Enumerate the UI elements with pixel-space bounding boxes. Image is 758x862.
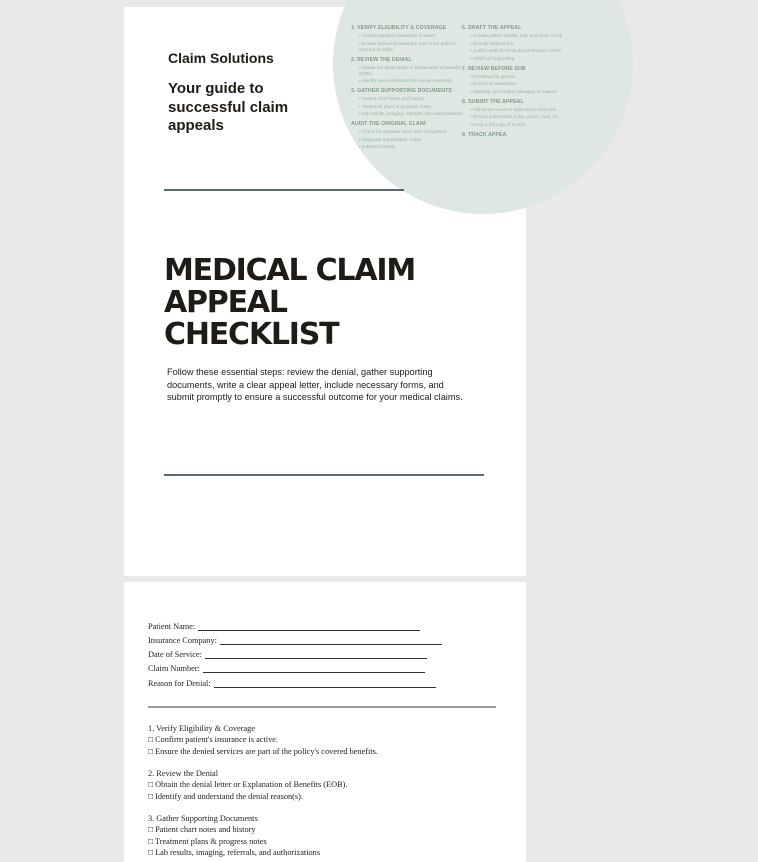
form-field: [148, 650, 427, 659]
field-label: Insurance Company:: [148, 636, 217, 645]
preview-item: • Confirm patient's insurance is active: [359, 33, 463, 39]
preview-heading: 8. SUBMIT THE APPEAL: [462, 98, 524, 105]
form-field: [148, 679, 436, 688]
section-heading: 2. Review the Denial: [148, 769, 219, 778]
preview-column-right: [462, 21, 572, 140]
title-line: APPEAL: [164, 285, 287, 320]
field-blank-line[interactable]: [203, 664, 425, 673]
preview-item: • Ensure all attachmen: [470, 81, 572, 87]
field-blank-line[interactable]: [214, 679, 436, 688]
preview-heading: AUDIT THE ORIGINAL CLAIM: [351, 121, 426, 127]
checklist-item[interactable]: □ Patient chart notes and history: [148, 825, 256, 835]
field-label: Claim Number:: [148, 664, 200, 673]
preview-heading: 2. REVIEW THE DENIAL: [351, 56, 412, 63]
preview-heading: 6. DRAFT THE APPEAL: [462, 25, 522, 31]
title-line: MEDICAL CLAIM: [164, 253, 415, 288]
field-blank-line[interactable]: [205, 650, 427, 659]
form-field: [148, 636, 442, 645]
preview-item: • Obtain the denial letter or Explanation of Benefits (EOB).: [359, 65, 463, 77]
preview-item: • submitted timely: [359, 144, 463, 150]
checklist-item[interactable]: □ Identify and understand the denial reason(s).: [148, 791, 303, 801]
preview-heading: 3. GATHER SUPPORTING DOCUMENTS: [351, 88, 452, 94]
preview-item: • Lab results, imaging, referrals, and authorizations: [359, 111, 463, 117]
preview-item: • Ensure denied services are part of the policy's covered benefits.: [359, 41, 463, 53]
field-blank-line[interactable]: [198, 622, 420, 631]
brand-name: Claim Solutions: [168, 50, 274, 66]
checklist-item[interactable]: □ Lab results, imaging, referrals, and authorizations: [148, 848, 321, 858]
field-label: Reason for Denial:: [148, 679, 211, 688]
intro-paragraph: Follow these essential steps: review the denial, gather supporting documents, write a clear appeal letter, include necessary forms, and submit promptly to ensure a successful outcome for your medical claims.: [167, 367, 463, 402]
preview-item: • Check for accurate claim form completion.: [359, 129, 463, 135]
page-title: [164, 255, 494, 351]
field-label: Date of Service:: [148, 650, 202, 659]
field-label: Patient Name:: [148, 622, 196, 631]
checklist-preview-circle: [333, 0, 633, 214]
preview-heading: 1. VERIFY ELIGIBILITY & COVERAGE: [351, 25, 447, 31]
title-line: CHECKLIST: [164, 317, 339, 352]
form-field: [148, 664, 425, 673]
checklist-section: [148, 813, 488, 859]
form-field: [148, 622, 420, 631]
preview-item: • Keep a full copy of w sent.: [470, 122, 572, 128]
field-blank-line[interactable]: [220, 636, 442, 645]
checklist-item[interactable]: □ Ensure the denied services are part of the policy's covered benefits.: [148, 746, 378, 756]
cover-page: [124, 7, 563, 576]
checklist-item[interactable]: □ Treatment plans & progress notes: [148, 836, 267, 846]
form-page: [124, 582, 526, 862]
preview-item: • Justify medical neces documentation refere: [470, 48, 572, 54]
preview-item: • Treatment plans & progress notes: [359, 104, 463, 110]
preview-item: • Follow the insurer's submission instructio: [470, 107, 572, 113]
preview-item: • Record submission d (fax, portal, mail, etc: [470, 114, 572, 120]
tagline: Your guide to successful claim appeals: [168, 80, 289, 134]
checklist-section: [148, 768, 488, 802]
preview-heading: 9. TRACK APPEA: [462, 131, 507, 138]
checklist-section: [148, 723, 488, 757]
checklist-item[interactable]: □ Obtain the denial letter or Explanation of Benefits (EOB).: [148, 780, 348, 790]
preview-column-left: [351, 21, 463, 152]
preview-heading: 7. REVIEW BEFORE SUB: [462, 65, 526, 72]
preview-item: • Attach all supporting: [470, 56, 572, 62]
divider-top: [164, 189, 404, 191]
preview-item: • Identify and understand the denial reason(s).: [359, 78, 463, 84]
section-heading: 3. Gather Supporting Documents: [148, 814, 258, 823]
preview-item: • Optional: get feedba colleague or supervi: [470, 89, 572, 95]
form-divider: [148, 706, 496, 708]
preview-item: • Proofread for gramm: [470, 74, 572, 80]
preview-item: • diagnosis & procedure codes: [359, 137, 463, 143]
preview-item: • Directly address the: [470, 41, 572, 47]
preview-item: • Patient chart notes and history: [359, 96, 463, 102]
section-heading: 1. Verify Eligibility & Coverage: [148, 724, 255, 733]
divider-bottom: [164, 474, 484, 476]
preview-item: • Include patient details, info, and claim numb: [470, 33, 572, 39]
checklist-item[interactable]: □ Confirm patient's insurance is active.: [148, 735, 279, 745]
